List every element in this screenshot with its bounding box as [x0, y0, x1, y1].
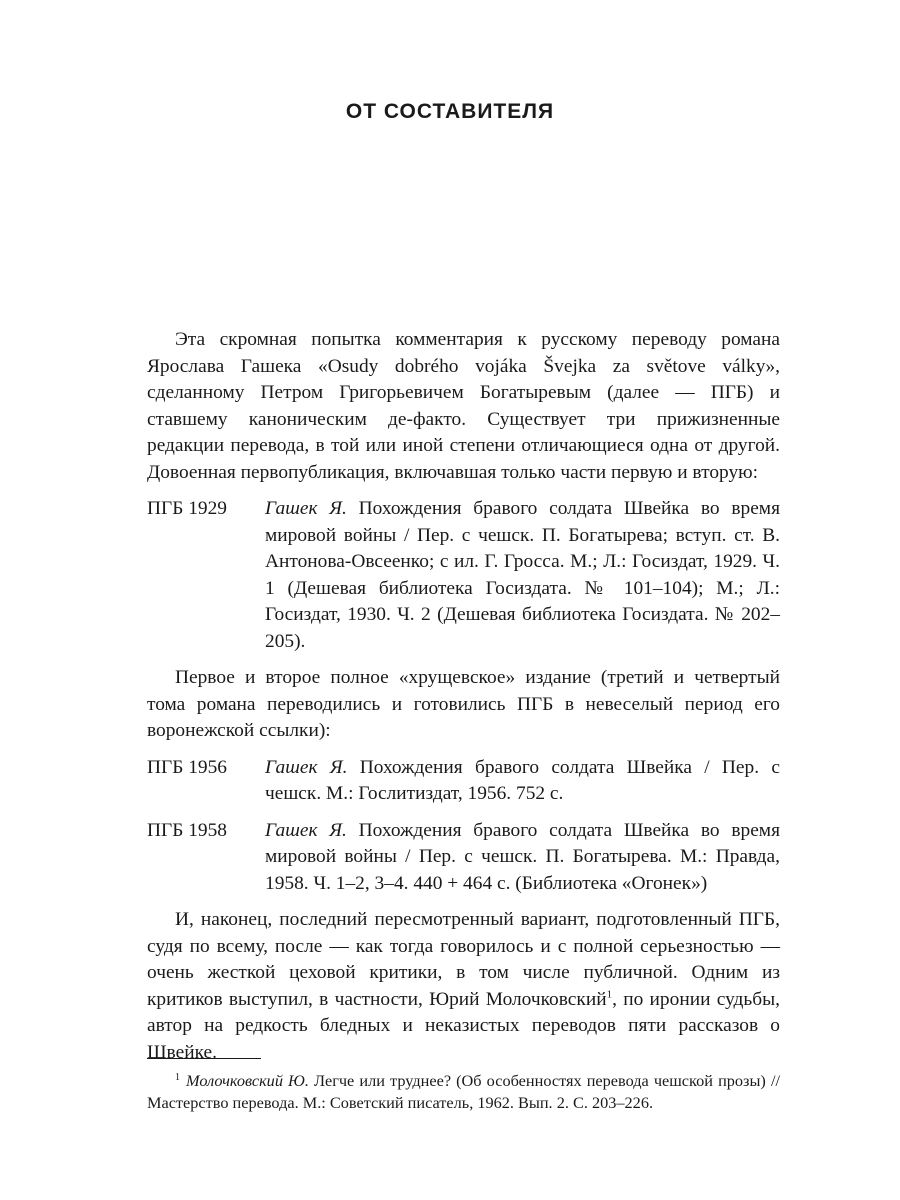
reference-text [265, 818, 780, 898]
reference-author: Гашек Я. [265, 819, 347, 841]
footnote-author: Молочковский Ю. [186, 1071, 309, 1090]
reference-description: Похождения бравого солдата Швейка во время мировой войны / Пер. с чешск. П. Богатырева; вступ. ст. В. Антонова-Овсеенко; с ил. Г. Гросса. М.; Л.: Госиздат, 1929. Ч. 1 (Дешевая библиотека Госиздата. № 101–104); М.; Л.: Госиздат, 1930. Ч. 2 (Дешевая библиотека Госиздата. № 202–205). [265, 498, 780, 652]
reference-text [265, 755, 780, 808]
final-paragraph [147, 907, 780, 1066]
reference-author: Гашек Я. [265, 498, 347, 519]
middle-paragraph: Первое и второе полное «хрущевское» издание (третий и четвертый тома романа переводились и готовились ПГБ в невеселый период его воронежской ссылки): [147, 667, 780, 741]
reference-label: ПГБ 1956 [147, 756, 227, 778]
footnote-divider [147, 1058, 261, 1059]
page-title: ОТ СОСТАВИТЕЛЯ [345, 100, 555, 123]
intro-paragraph: Эта скромная попытка комментария к русскому переводу романа Ярослава Гашека «Osudy dobrého vojáka Švejka za světove války», сделанному Петром Григорьевичем Богатыревым (далее — ПГБ) и ставшему каноническим де-факто. Существует три прижизненные редакции перевода, в той или иной степени отличающиеся одна от другой. Довоенная первопубликация, включавшая только части первую и вторую: [147, 329, 780, 483]
reference-label: ПГБ 1958 [147, 819, 227, 841]
reference-entry [147, 496, 780, 655]
main-text [147, 327, 780, 1066]
reference-text [265, 496, 780, 655]
final-text-end: , по иронии судьбы, автор на редкость бледных и неказистых переводов пяти рассказов о Швейке. [147, 988, 781, 1063]
reference-entry [147, 818, 780, 898]
reference-entry [147, 755, 780, 808]
reference-author: Гашек Я. [265, 756, 348, 778]
footnote-text: Легче или труднее? (Об особенностях перевода чешской прозы) // Мастерство перевода. М.: Советский писатель, 1962. Вып. 2. С. 203–226. [147, 1071, 780, 1112]
footnote-mark: 1 [175, 1071, 180, 1083]
final-text-start: И, наконец, последний пересмотренный вариант, подготовленный ПГБ, судя по всему, после — как тогда говорилось и с полной серьезностью — очень жесткой цеховой критики, в том числе публичной. Одним из критиков выступил, в частности, Юрий Молочковский [147, 909, 780, 1010]
footnote-reference[interactable]: 1 [606, 988, 613, 1001]
reference-description: Похождения бравого солдата Швейка во время мировой войны / Пер. с чешск. П. Богатырева. М.: Правда, 1958. Ч. 1–2, 3–4. 440 + 464 с. (Библиотека «Огонек») [265, 819, 780, 894]
reference-description: Похождения бравого солдата Швейка / Пер. с чешск. М.: Гослитиздат, 1956. 752 с. [265, 756, 780, 804]
reference-label: ПГБ 1929 [147, 498, 227, 519]
footnote [147, 1070, 780, 1114]
